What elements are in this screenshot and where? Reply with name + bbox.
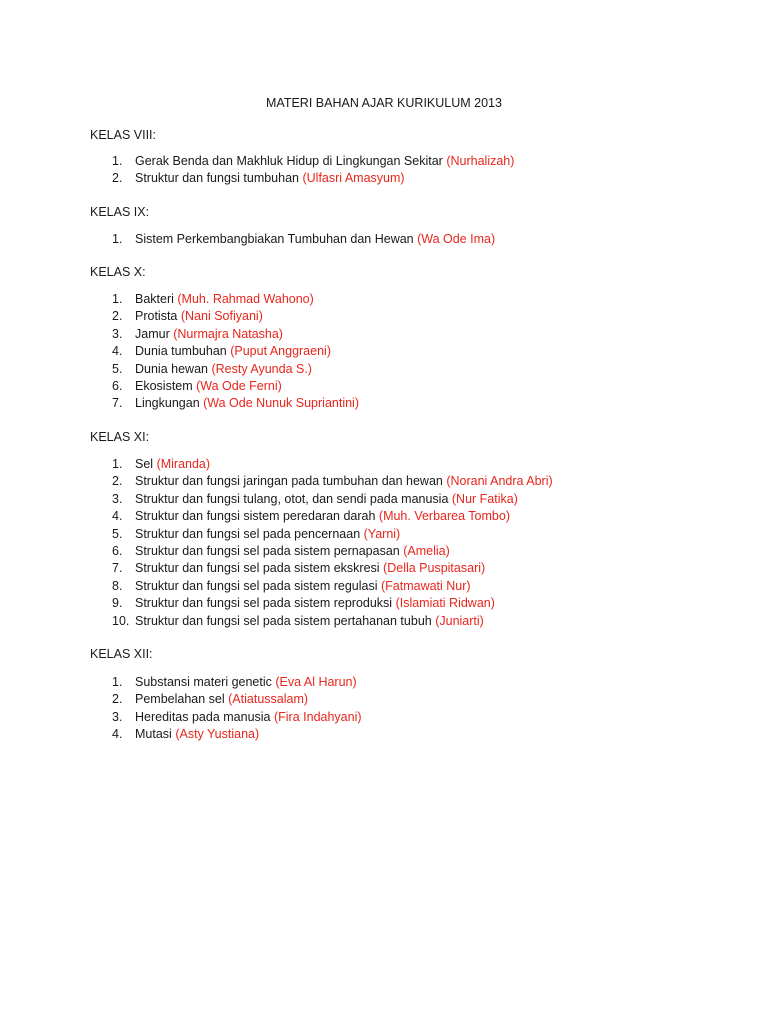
item-author: (Fatmawati Nur) — [380, 578, 471, 593]
item-number: 7. — [112, 561, 123, 576]
item-number: 2. — [112, 474, 123, 489]
item-topic: Pembelahan sel — [135, 692, 225, 707]
item-author: (Yarni) — [363, 526, 401, 541]
item-number: 2. — [112, 692, 123, 707]
list-item — [90, 691, 362, 708]
item-author: (Muh. Verbarea Tombo) — [378, 509, 510, 524]
item-topic: Struktur dan fungsi sel pada sistem pernapasan — [135, 543, 400, 558]
item-topic: Protista — [135, 309, 178, 324]
item-author: (Nurmajra Natasha) — [173, 326, 283, 341]
item-number: 3. — [112, 491, 123, 506]
list-item — [90, 153, 514, 170]
item-number: 8. — [112, 578, 123, 593]
item-topic: Struktur dan fungsi tulang, otot, dan sendi pada manusia — [135, 491, 449, 506]
item-author: (Nurhalizah) — [446, 154, 515, 168]
item-author: (Puput Anggraeni) — [230, 344, 331, 359]
item-topic: Ekosistem — [135, 378, 193, 393]
item-author: (Wa Ode Ferni) — [196, 378, 282, 393]
item-author: (Della Puspitasari) — [383, 561, 486, 576]
item-topic: Struktur dan fungsi sel pada sistem regulasi — [135, 578, 378, 593]
item-author: (Fira Indahyani) — [273, 709, 362, 724]
item-author: (Nani Sofiyani) — [180, 309, 263, 324]
document-title: MATERI BAHAN AJAR KURIKULUM 2013 — [266, 96, 502, 110]
item-number: 1. — [112, 154, 123, 168]
item-topic: Lingkungan — [135, 396, 200, 411]
list-item — [90, 473, 553, 490]
list-item — [90, 543, 553, 560]
list-kelas-viii — [90, 153, 514, 188]
item-author: (Resty Ayunda S.) — [211, 361, 312, 376]
list-kelas-x — [90, 291, 359, 413]
list-item — [90, 526, 553, 543]
section-heading-kelas-viii: KELAS VIII: — [90, 128, 157, 142]
item-topic: Struktur dan fungsi sistem peredaran darah — [135, 509, 376, 524]
list-item — [90, 578, 553, 595]
item-number: 6. — [112, 378, 123, 393]
list-item — [90, 395, 359, 412]
item-author: (Asty Yustiana) — [175, 727, 260, 742]
item-author: (Atiatussalam) — [228, 692, 309, 707]
list-kelas-xii — [90, 674, 362, 744]
section-heading-kelas-xi: KELAS XI: — [90, 430, 150, 444]
item-number: 4. — [112, 509, 123, 524]
item-number: 7. — [112, 396, 123, 411]
item-number: 3. — [112, 326, 123, 341]
item-author: (Miranda) — [156, 457, 211, 471]
item-topic: Gerak Benda dan Makhluk Hidup di Lingkungan Sekitar — [135, 154, 443, 168]
list-item — [90, 674, 362, 691]
list-item — [90, 709, 362, 726]
item-number: 3. — [112, 709, 123, 724]
list-item — [90, 170, 514, 187]
list-item — [90, 231, 495, 248]
item-topic: Bakteri — [135, 292, 174, 306]
item-topic: Jamur — [135, 326, 170, 341]
item-author: (Islamiati Ridwan) — [395, 596, 495, 611]
item-author: (Wa Ode Ima) — [417, 232, 496, 246]
item-number: 1. — [112, 457, 123, 471]
list-item — [90, 595, 553, 612]
item-number: 4. — [112, 727, 123, 742]
item-topic: Struktur dan fungsi jaringan pada tumbuhan dan hewan — [135, 474, 443, 489]
list-kelas-ix — [90, 231, 495, 248]
item-topic: Dunia hewan — [135, 361, 208, 376]
list-item — [90, 326, 359, 343]
item-topic: Mutasi — [135, 727, 172, 742]
list-item — [90, 508, 553, 525]
item-topic: Struktur dan fungsi sel pada pencernaan — [135, 526, 361, 541]
item-author: (Wa Ode Nunuk Supriantini) — [203, 396, 359, 411]
list-item — [90, 613, 553, 630]
item-number: 6. — [112, 543, 123, 558]
item-author: (Amelia) — [403, 543, 450, 558]
list-item — [90, 291, 359, 308]
item-number: 1. — [112, 675, 123, 689]
item-number: 1. — [112, 292, 123, 306]
item-topic: Struktur dan fungsi sel pada sistem pertahanan tubuh — [135, 613, 432, 628]
item-topic: Substansi materi genetic — [135, 675, 272, 689]
item-number: 1. — [112, 232, 123, 246]
item-number: 9. — [112, 596, 123, 611]
list-item — [90, 361, 359, 378]
section-heading-kelas-ix: KELAS IX: — [90, 205, 150, 219]
list-item — [90, 491, 553, 508]
item-number: 5. — [112, 526, 123, 541]
item-number: 5. — [112, 361, 123, 376]
item-author: (Juniarti) — [435, 613, 484, 628]
item-number: 2. — [112, 309, 123, 324]
item-number: 4. — [112, 344, 123, 359]
item-topic: Struktur dan fungsi sel pada sistem ekskresi — [135, 561, 380, 576]
item-author: (Ulfasri Amasyum) — [302, 171, 405, 186]
item-author: (Eva Al Harun) — [275, 675, 357, 689]
item-topic: Dunia tumbuhan — [135, 344, 227, 359]
section-heading-kelas-xii: KELAS XII: — [90, 647, 153, 661]
item-number: 2. — [112, 171, 123, 186]
list-kelas-xi — [90, 456, 553, 630]
item-topic: Sel — [135, 457, 154, 471]
list-item — [90, 308, 359, 325]
item-topic: Struktur dan fungsi tumbuhan — [135, 171, 299, 186]
list-item — [90, 343, 359, 360]
item-topic: Sistem Perkembangbiakan Tumbuhan dan Hewan — [135, 232, 414, 246]
list-item — [90, 378, 359, 395]
item-number: 10. — [112, 613, 130, 628]
item-author: (Nur Fatika) — [451, 491, 518, 506]
list-item — [90, 560, 553, 577]
item-topic: Hereditas pada manusia — [135, 709, 271, 724]
list-item — [90, 456, 553, 473]
item-topic: Struktur dan fungsi sel pada sistem reproduksi — [135, 596, 393, 611]
list-item — [90, 726, 362, 743]
item-author: (Muh. Rahmad Wahono) — [177, 292, 314, 306]
item-author: (Norani Andra Abri) — [446, 474, 553, 489]
section-heading-kelas-x: KELAS X: — [90, 265, 146, 279]
